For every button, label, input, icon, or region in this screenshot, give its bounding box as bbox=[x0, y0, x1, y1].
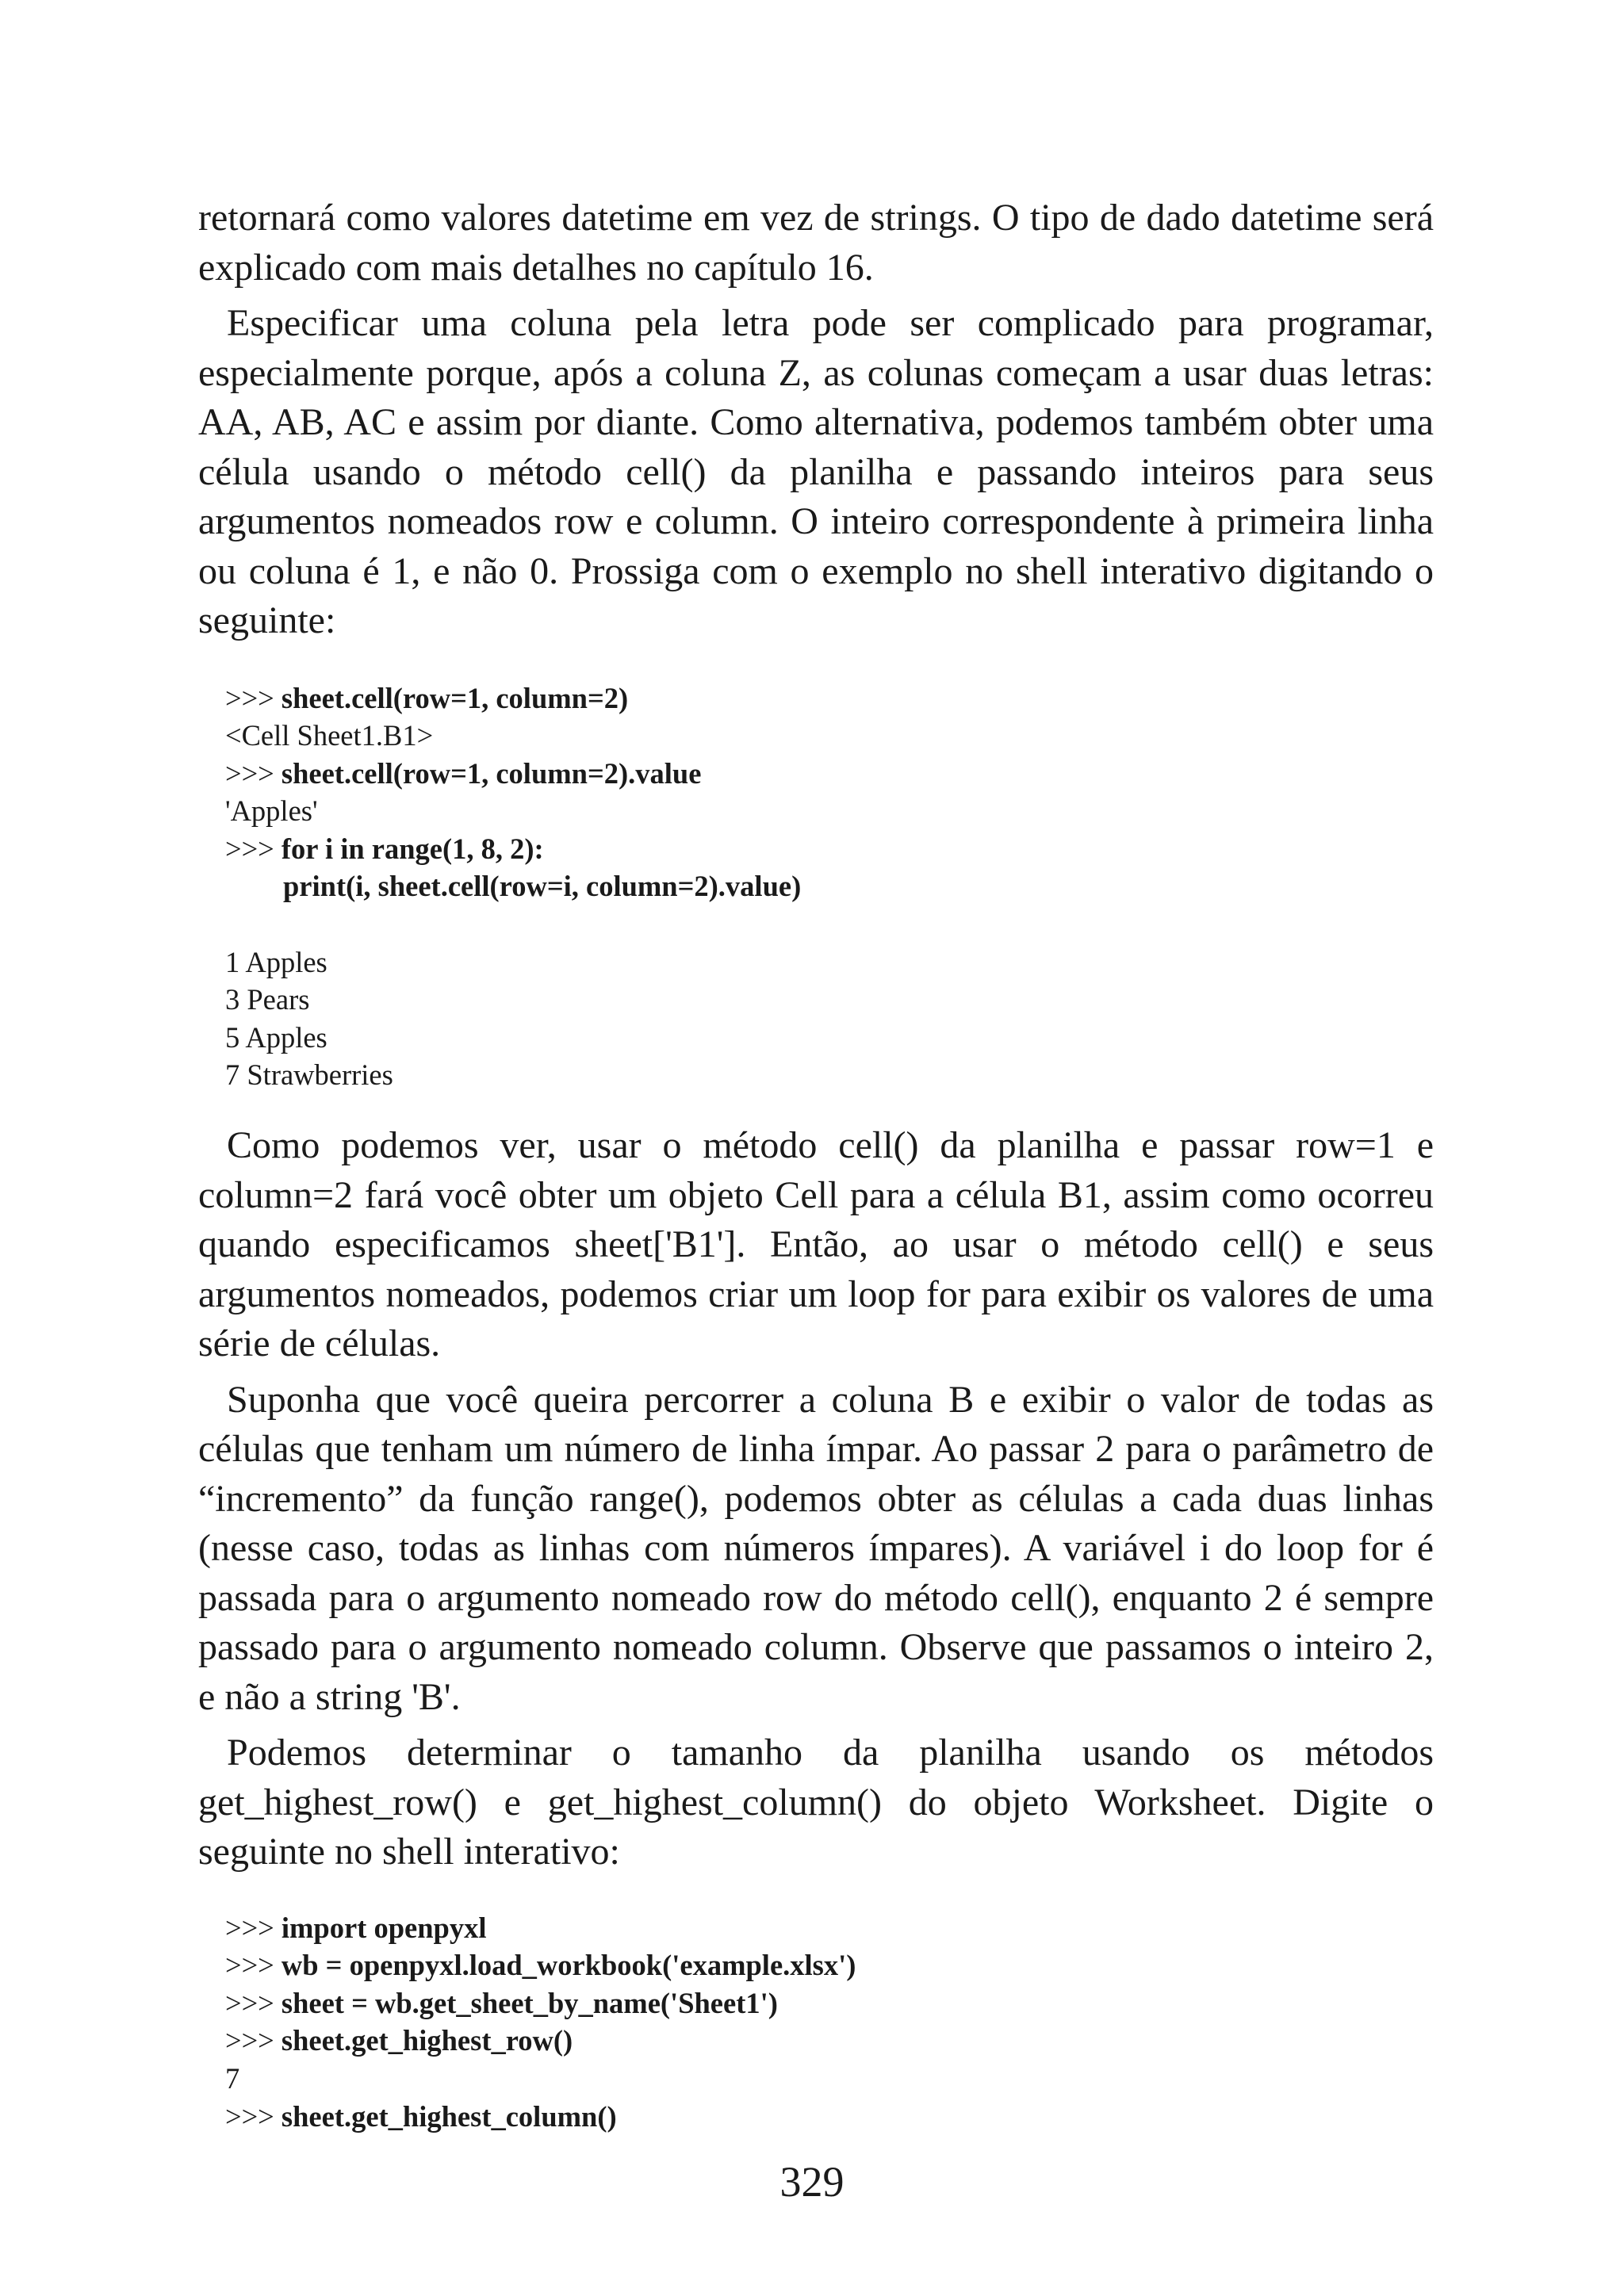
code-command-line bbox=[225, 679, 1434, 718]
shell-prompt: >>> bbox=[225, 681, 282, 714]
code-command-line bbox=[225, 2022, 1434, 2060]
shell-prompt: >>> bbox=[225, 2099, 282, 2133]
code-block-cell-example bbox=[198, 679, 1434, 1095]
shell-prompt: >>> bbox=[225, 2024, 282, 2057]
code-output-line: 3 Pears bbox=[225, 983, 310, 1016]
code-command: sheet.cell(row=1, column=2).value bbox=[281, 756, 702, 790]
code-output-line: <Cell Sheet1.B1> bbox=[225, 719, 434, 752]
code-output-line: 5 Apples bbox=[225, 1020, 327, 1054]
code-output-line: 7 Strawberries bbox=[225, 1058, 393, 1092]
code-command: print(i, sheet.cell(row=i, column=2).value) bbox=[283, 870, 802, 903]
shell-prompt: >>> bbox=[225, 832, 282, 865]
code-command: for i in range(1, 8, 2): bbox=[281, 832, 544, 865]
code-command-line bbox=[225, 2098, 1434, 2136]
code-blank-line bbox=[225, 905, 1434, 943]
page-number: 329 bbox=[779, 2158, 845, 2206]
code-command: sheet = wb.get_sheet_by_name('Sheet1') bbox=[281, 1986, 778, 2019]
code-output-line: 7 bbox=[225, 2061, 240, 2095]
code-command-line bbox=[225, 1984, 1434, 2022]
page-body bbox=[198, 193, 1434, 2135]
code-command: sheet.get_highest_column() bbox=[281, 2099, 617, 2133]
shell-prompt: >>> bbox=[225, 1986, 282, 2019]
paragraph-cell-explanation: Como podemos ver, usar o método cell() da planilha e passar row=1 e column=2 fará você obter um objeto Cell para a célula B1, assim como ocorreu quando especificamos sheet['B1']. Então, ao usar o método cell() e seus argumentos nomeados, podemos criar um loop for para exibir os valores de uma série de células. bbox=[198, 1124, 1434, 1365]
code-command-line bbox=[225, 1946, 1434, 1984]
shell-prompt: >>> bbox=[225, 1949, 282, 1982]
code-command-line bbox=[225, 1909, 1434, 1947]
paragraph-sheet-size-intro: Podemos determinar o tamanho da planilha usando os métodos get_highest_row() e get_highest_column() do objeto Worksheet. Digite o seguinte no shell interativo: bbox=[198, 1732, 1434, 1873]
code-output-line: 1 Apples bbox=[225, 945, 327, 978]
code-command: wb = openpyxl.load_workbook('example.xlsx') bbox=[281, 1949, 856, 1982]
code-command: import openpyxl bbox=[281, 1911, 487, 1944]
shell-prompt: >>> bbox=[225, 756, 282, 790]
paragraph-loop-explanation: Suponha que você queira percorrer a coluna B e exibir o valor de todas as células que tenham um número de linha ímpar. Ao passar 2 para o parâmetro de “incremento” da função range(), podemos obter as células a cada duas linhas (nesse caso, todas as linhas com números ímpares). A variável i do loop for é passada para o argumento nomeado row do método cell(), enquanto 2 é sempre passado para o argumento nomeado column. Observe que passamos o inteiro 2, e não a string 'B'. bbox=[198, 1378, 1434, 1718]
code-output-line: 'Apples' bbox=[225, 794, 318, 828]
paragraph-continuation: retornará como valores datetime em vez de strings. O tipo de dado datetime será explicado com mais detalhes no capítulo 16. bbox=[198, 197, 1434, 289]
code-command: sheet.cell(row=1, column=2) bbox=[281, 681, 629, 714]
code-command-line bbox=[225, 755, 1434, 793]
code-command: sheet.get_highest_row() bbox=[281, 2024, 573, 2057]
shell-prompt: >>> bbox=[225, 1911, 282, 1944]
code-block-sheet-size bbox=[198, 1909, 1434, 2136]
code-command-line bbox=[225, 830, 1434, 868]
code-continuation-line bbox=[225, 867, 1434, 905]
paragraph-cell-method-intro: Especificar uma coluna pela letra pode ser complicado para programar, especialmente porque, após a coluna Z, as colunas começam a usar duas letras: AA, AB, AC e assim por diante. Como alternativa, podemos também obter uma célula usando o método cell() da planilha e passando inteiros para seus argumentos nomeados row e column. O inteiro correspondente à primeira linha ou coluna é 1, e não 0. Prossiga com o exemplo no shell interativo digitando o seguinte: bbox=[198, 302, 1434, 641]
